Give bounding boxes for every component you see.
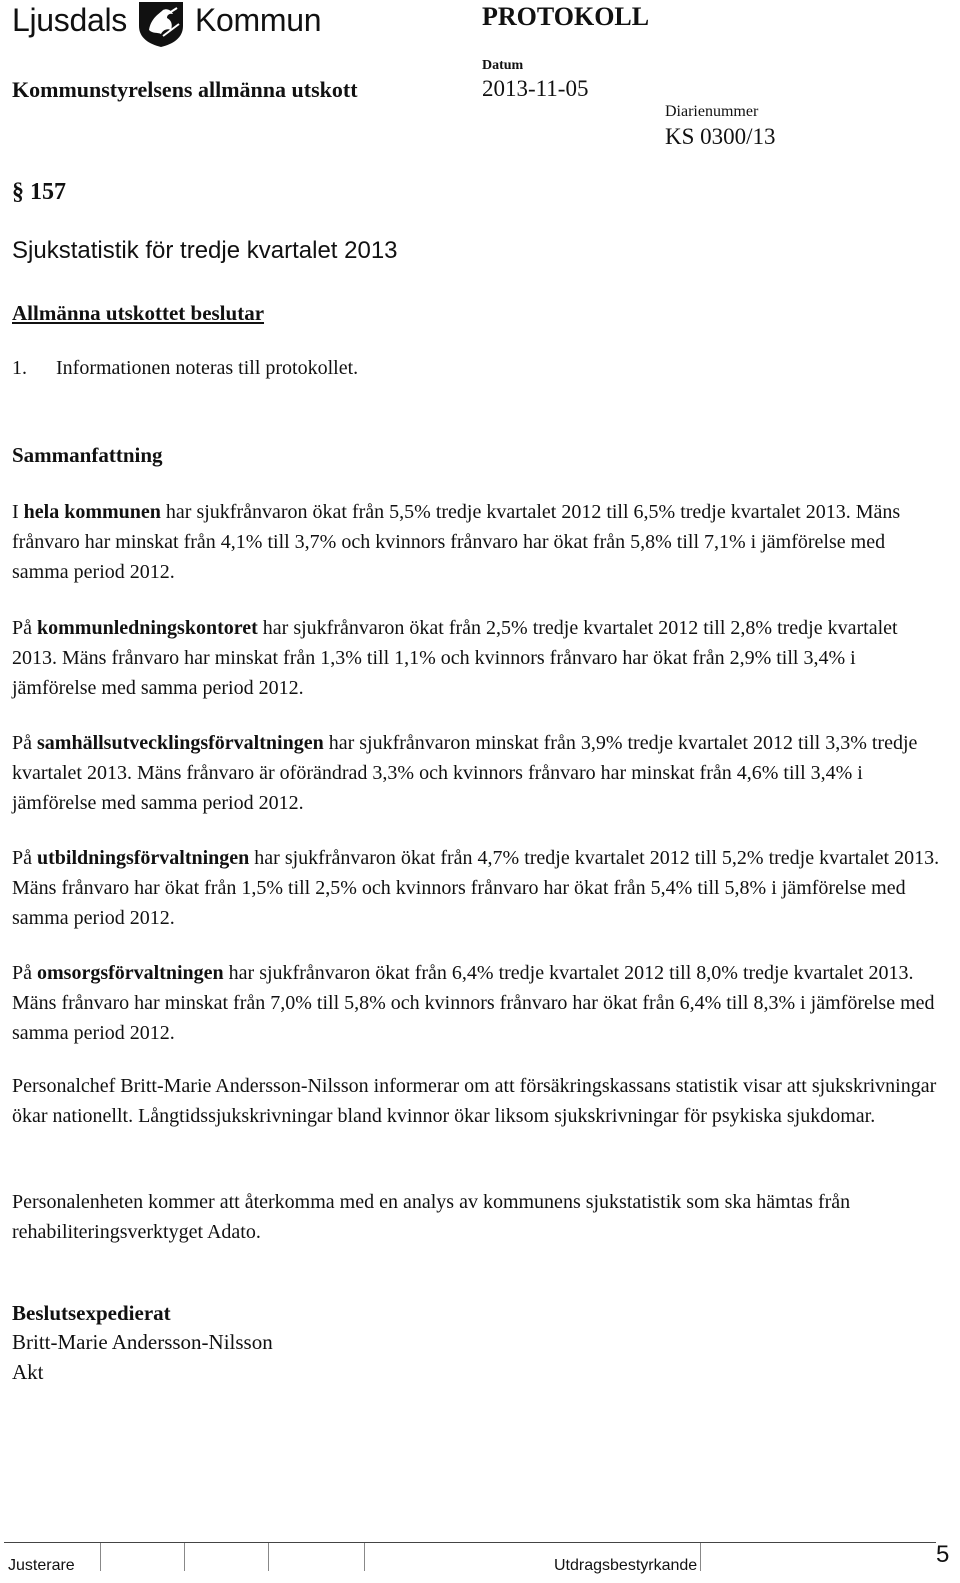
paragraph-text: har sjukfrånvaron ökat från 2,5% tredje kvartalet 2012 till 2,8% tredje kvartalet 2013. Mäns frånvaro har minskat från 1,3% till 1,1% och kvinnors frånvaro har ökat från 2,9% till 3,4% i jämförelse med samma period 2012. — [12, 617, 898, 699]
justerare-label: Justerare — [8, 1557, 75, 1574]
paragraph-unit-name: omsorgsförvaltningen — [37, 962, 224, 984]
summary-heading: Sammanfattning — [12, 443, 163, 467]
utdragsbestyrkande-label: Utdragsbestyrkande — [554, 1557, 698, 1574]
expedition-recipient: Akt — [12, 1360, 44, 1384]
summary-paragraph-municipality — [12, 497, 944, 587]
paragraph-prefix: På — [12, 732, 37, 754]
page-number: 5 — [936, 1541, 950, 1568]
registry-number-value: KS 0300/13 — [665, 124, 776, 149]
expedition-heading: Beslutsexpedierat — [12, 1301, 171, 1325]
summary-paragraph-omsorg — [12, 958, 944, 1048]
paragraph-text: har sjukfrånvaron ökat från 6,4% tredje kvartalet 2012 till 8,0% tredje kvartalet 2013. Mäns frånvaro har minskat från 7,0% till 5,8% och kvinnors frånvaro har ökat från 6,4% till 8,3% i jämförelse med samma period 2012. — [12, 962, 935, 1044]
signature-footer — [4, 1542, 936, 1574]
decision-heading: Allmänna utskottet beslutar — [12, 301, 265, 325]
municipality-logo — [12, 0, 321, 48]
paragraph-text: Personalchef Britt-Marie Andersson-Nilsson informerar om att försäkringskassans statistik visar att sjukskrivningar ökar nationellt. Långtidssjukskrivningar bland kvinnor ökar liksom sjukskrivningar för psykiska sjukdomar. — [12, 1075, 937, 1127]
paragraph-text: har sjukfrånvaron minskat från 3,9% tredje kvartalet 2012 till 3,3% tredje kvartalet 2013. Mäns frånvaro är oförändrad 3,3% och kvinnors frånvaro har minskat från 4,6% till 3,4% i jämförelse med samma period 2012. — [12, 732, 918, 814]
summary-paragraph-samhallsutveckling — [12, 728, 944, 818]
committee-name: Kommunstyrelsens allmänna utskott — [12, 77, 358, 102]
date-label: Datum — [482, 58, 524, 73]
paragraph-prefix: På — [12, 617, 37, 639]
logo-text-right: Kommun — [195, 2, 322, 38]
paragraph-unit-name: hela kommunen — [23, 501, 161, 523]
coat-of-arms-icon — [133, 0, 189, 48]
paragraph-unit-name: utbildningsförvaltningen — [37, 847, 250, 869]
summary-paragraph-hr-unit — [12, 1187, 944, 1247]
paragraph-number: § 157 — [12, 179, 66, 205]
footer-cell — [100, 1543, 185, 1571]
expedition-recipient: Britt-Marie Andersson-Nilsson — [12, 1330, 273, 1354]
footer-cell — [268, 1543, 365, 1571]
decision-item-text: Informationen noteras till protokollet. — [56, 357, 359, 379]
paragraph-unit-name: kommunledningskontoret — [37, 617, 258, 639]
paragraph-text: har sjukfrånvaron ökat från 4,7% tredje kvartalet 2012 till 5,2% tredje kvartalet 2013. Mäns frånvaro har ökat från 1,5% till 2,5% och kvinnors frånvaro har ökat från 5,4% till 5,8% i jämförelse med samma period 2012. — [12, 847, 940, 929]
summary-paragraph-utbildning — [12, 843, 944, 933]
date-value: 2013-11-05 — [482, 76, 589, 101]
paragraph-text: Personalenheten kommer att återkomma med en analys av kommunens sjukstatistik som ska hämtas från rehabiliteringsverktyget Adato. — [12, 1191, 851, 1243]
logo-text-left: Ljusdals — [12, 2, 128, 38]
paragraph-prefix: I — [12, 501, 24, 523]
footer-cell — [184, 1543, 269, 1571]
paragraph-unit-name: samhällsutvecklingsförvaltningen — [37, 732, 324, 754]
summary-paragraph-kommunledningskontoret — [12, 613, 944, 703]
summary-paragraph-hr-chief — [12, 1071, 944, 1131]
paragraph-prefix: På — [12, 962, 37, 984]
decision-item — [12, 357, 358, 380]
registry-number-label: Diarienummer — [665, 103, 759, 120]
case-title: Sjukstatistik för tredje kvartalet 2013 — [12, 237, 398, 264]
decision-item-number: 1. — [12, 357, 27, 379]
document-type: PROTOKOLL — [482, 2, 650, 31]
paragraph-prefix: På — [12, 847, 37, 869]
paragraph-text: har sjukfrånvaron ökat från 5,5% tredje kvartalet 2012 till 6,5% tredje kvartalet 2013. Mäns frånvaro har minskat från 4,1% till 3,7% och kvinnors frånvaro har ökat från 5,8% till 7,1% i jämförelse med samma period 2012. — [12, 501, 901, 583]
footer-cell — [700, 1543, 701, 1571]
